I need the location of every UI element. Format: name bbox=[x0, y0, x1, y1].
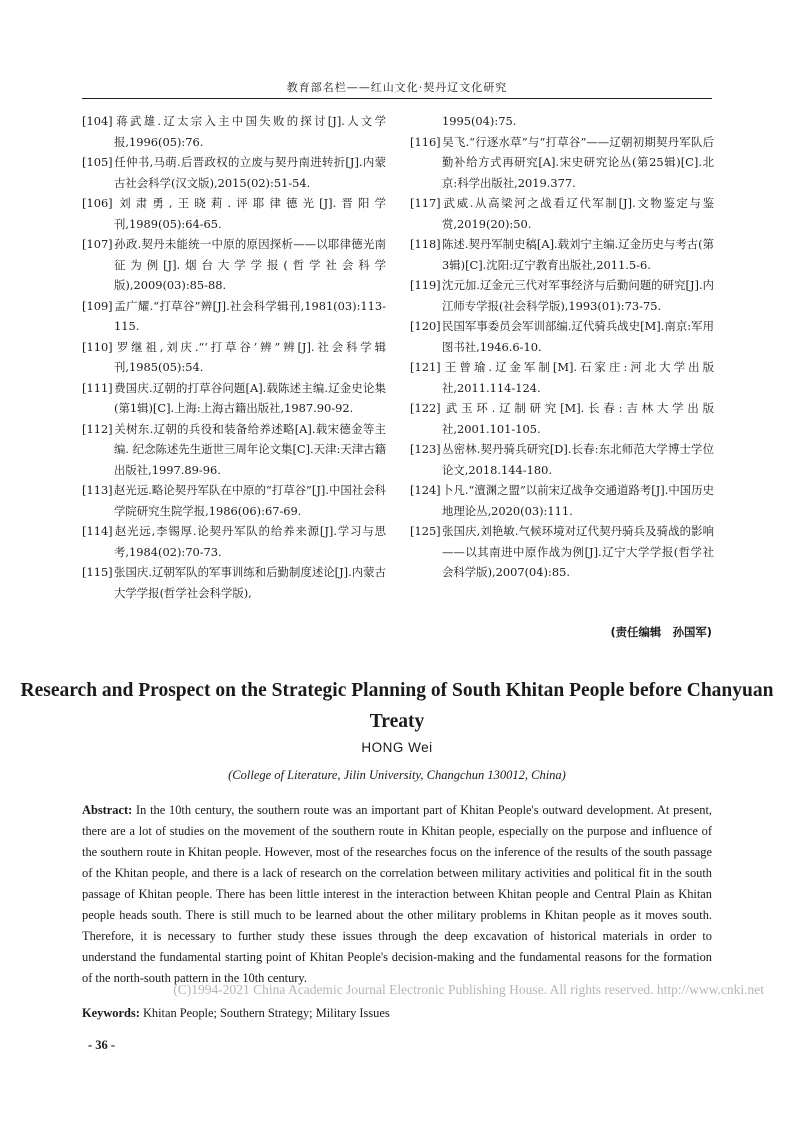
reference-number: [110] bbox=[82, 339, 113, 354]
reference-item bbox=[410, 439, 714, 480]
reference-item bbox=[410, 521, 714, 583]
reference-text: 民国军事委员会军训部编.辽代骑兵战史[M].南京:军用图书社,1946.6-10. bbox=[442, 319, 714, 354]
reference-text: 任仲书,马萌.后晋政权的立废与契丹南进转折[J].内蒙古社会科学(汉文版),2015(02):51-54. bbox=[114, 155, 386, 190]
reference-item bbox=[410, 193, 714, 234]
reference-text: 孙政.契丹未能统一中原的原因探析——以耶律德光南征为例[J].烟台大学学报(哲学社会科学版),2009(03):85-88. bbox=[114, 237, 386, 292]
reference-item bbox=[82, 193, 386, 234]
reference-number: [104] bbox=[82, 114, 113, 128]
reference-text: 赵光远.略论契丹军队在中原的“打草谷”[J].中国社会科学院研究生院学报,1986(06):67-69. bbox=[114, 483, 386, 518]
keywords bbox=[82, 1006, 712, 1021]
reference-number: [109] bbox=[82, 298, 113, 313]
reference-number: [112] bbox=[82, 421, 113, 436]
reference-text: 赵光远,李锡厚.论契丹军队的给养来源[J].学习与思考,1984(02):70-73. bbox=[114, 524, 386, 559]
reference-item bbox=[82, 296, 386, 337]
reference-number: [117] bbox=[410, 196, 441, 210]
reference-number: [115] bbox=[82, 565, 113, 579]
reference-text: 沈元加.辽金元三代对军事经济与后勤问题的研究[J].内江师专学报(社会科学版),1993(01):73-75. bbox=[442, 278, 714, 313]
references-left-column bbox=[82, 111, 386, 603]
copyright-watermark: (C)1994-2021 China Academic Journal Electronic Publishing House. All rights reserved. http://www.cnki.net bbox=[173, 982, 764, 997]
reference-item bbox=[82, 562, 386, 603]
reference-number: [119] bbox=[410, 278, 441, 292]
reference-text: 张国庆.辽朝军队的军事训练和后勤制度述论[J].内蒙古大学学报(哲学社会科学版), bbox=[114, 565, 386, 600]
reference-number: [105] bbox=[82, 155, 113, 169]
reference-number: [118] bbox=[410, 237, 441, 251]
reference-text: 陈述.契丹军制史稿[A].载刘宁主编.辽金历史与考古(第3辑)[C].沈阳:辽宁教育出版社,2011.5-6. bbox=[442, 237, 714, 272]
reference-text: 蒋武雄.辽太宗入主中国失败的探讨[J].人文学报,1996(05):76. bbox=[114, 114, 386, 149]
responsible-editor: (责任编辑 孙国军) bbox=[610, 625, 712, 639]
reference-item bbox=[410, 357, 714, 398]
author-name: HONG Wei bbox=[361, 740, 433, 755]
keywords-label: Keywords: bbox=[82, 1006, 140, 1020]
running-header: 教育部名栏——红山文化·契丹辽文化研究 bbox=[286, 81, 508, 94]
reference-number: [124] bbox=[410, 483, 441, 497]
english-title: Research and Prospect on the Strategic Planning of South Khitan People before Chanyuan Treaty bbox=[20, 680, 774, 732]
reference-number: [116] bbox=[410, 134, 441, 149]
reference-text: 卜凡.“澶渊之盟”以前宋辽战争交通道路考[J].中国历史地理论丛,2020(03):111. bbox=[442, 483, 714, 518]
reference-item bbox=[82, 337, 386, 378]
reference-text: 吴飞.“行逐水草”与“打草谷”——辽朝初期契丹军队后勤补给方式再研究[A].宋史研究论丛(第25辑)[C].北京:科学出版社,2019.377. bbox=[442, 134, 714, 190]
reference-number: [121] bbox=[410, 360, 441, 374]
reference-item bbox=[410, 275, 714, 316]
reference-number: [113] bbox=[82, 483, 113, 497]
reference-item bbox=[82, 234, 386, 296]
reference-item bbox=[82, 521, 386, 562]
reference-continuation: 1995(04):75. bbox=[442, 114, 517, 128]
reference-text: 武威.从高梁河之战看辽代军制[J].文物鉴定与鉴赏,2019(20):50. bbox=[442, 196, 714, 231]
reference-item bbox=[410, 480, 714, 521]
reference-text: 丛密林.契丹骑兵研究[D].长春:东北师范大学博士学位论文,2018.144-180. bbox=[442, 442, 714, 477]
reference-number: [122] bbox=[410, 401, 441, 415]
reference-text: 费国庆.辽朝的打草谷问题[A].载陈述主编.辽金史论集(第1辑)[C].上海:上海古籍出版社,1987.90-92. bbox=[114, 380, 386, 415]
abstract-label: Abstract: bbox=[82, 803, 133, 817]
reference-text: 王曾瑜.辽金军制[M].石家庄:河北大学出版社,2011.114-124. bbox=[442, 360, 714, 395]
reference-item bbox=[410, 398, 714, 439]
reference-text: 武玉环.辽制研究[M].长春:吉林大学出版社,2001.101-105. bbox=[442, 401, 714, 436]
reference-item bbox=[82, 378, 386, 419]
reference-text: 孟广耀.“打草谷”辨[J].社会科学辑刊,1981(03):113-115. bbox=[114, 298, 386, 333]
reference-number: [123] bbox=[410, 442, 441, 456]
reference-item bbox=[410, 234, 714, 275]
reference-item bbox=[82, 152, 386, 193]
header-rule bbox=[82, 98, 712, 99]
reference-text: 关树东.辽朝的兵役和装备给养述略[A].载宋德金等主编. 纪念陈述先生逝世三周年论文集[C].天津:天津古籍出版社,1997.89-96. bbox=[114, 421, 386, 477]
reference-text: 张国庆,刘艳敏.气候环境对辽代契丹骑兵及骑战的影响——以其南进中原作战为例[J].辽宁大学学报(哲学社会科学版),2007(04):85. bbox=[442, 524, 714, 579]
reference-text: 刘肃勇,王晓莉.评耶律德光[J].晋阳学刊,1989(05):64-65. bbox=[114, 196, 386, 231]
reference-number: [125] bbox=[410, 524, 441, 538]
reference-text: 罗继祖,刘庆.“‘打草谷’辨”辨[J].社会科学辑刊,1985(05):54. bbox=[114, 339, 386, 374]
reference-item bbox=[410, 132, 714, 194]
reference-item bbox=[410, 316, 714, 357]
page-number: - 36 - bbox=[88, 1038, 116, 1052]
reference-item bbox=[82, 480, 386, 521]
abstract bbox=[82, 800, 712, 989]
reference-number: [106] bbox=[82, 196, 113, 210]
abstract-text: In the 10th century, the southern route was an important part of Khitan People's outward development. At present, there are a lot of studies on the movement of the southern route in Khitan people, especially on the purpose and influence of the southern route in Khitan people. However, most of the researches focus on the inference of the results of the south passage of the Khitan people, and there is a lack of research on the correlation between military activities and political fit in the south passage of Khitan people. There has been little interest in the interaction between Khitan people and Central Plain as Khitan people heads south. There is still much to be learned about the other military problems in Khitan people as it moves south. Therefore, it is necessary to further study these issues through the deep excavation of historical materials in order to understand the fundamental starting point of Khitan People's decision-making and the fundamental reasons for the formation of the north-south pattern in the 10th century. bbox=[82, 803, 712, 985]
reference-number: [120] bbox=[410, 319, 441, 333]
keywords-text: Khitan People; Southern Strategy; Military Issues bbox=[142, 1006, 390, 1020]
reference-number: [111] bbox=[82, 380, 113, 395]
reference-item bbox=[82, 419, 386, 481]
author-affiliation: (College of Literature, Jilin University, Changchun 130012, China) bbox=[228, 768, 566, 782]
reference-number: [107] bbox=[82, 237, 113, 251]
reference-item bbox=[82, 111, 386, 152]
references-right-column bbox=[410, 111, 714, 583]
reference-number: [114] bbox=[82, 524, 113, 538]
